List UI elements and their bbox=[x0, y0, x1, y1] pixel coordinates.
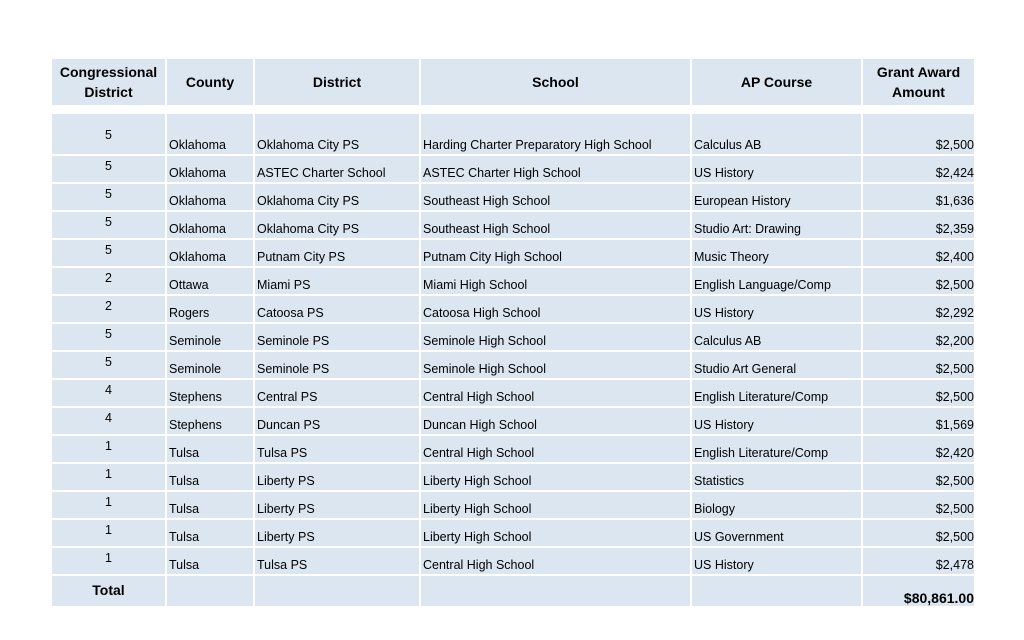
cell-grant-amount bbox=[863, 156, 974, 182]
cell-congressional-district-text: 5 bbox=[105, 327, 112, 341]
cell-ap-course-text: Calculus AB bbox=[694, 334, 762, 348]
cell-district bbox=[255, 212, 419, 238]
cell-county-text: Ottawa bbox=[169, 278, 209, 292]
cell-congressional-district bbox=[52, 114, 165, 154]
cell-school bbox=[421, 436, 690, 462]
cell-ap-course-text: Studio Art: Drawing bbox=[694, 222, 801, 236]
cell-congressional-district-text: 4 bbox=[105, 411, 112, 425]
cell-school bbox=[421, 380, 690, 406]
cell-grant-amount bbox=[863, 240, 974, 266]
cell-county-text: Tulsa bbox=[169, 502, 200, 516]
cell-school-text: ASTEC Charter High School bbox=[423, 166, 581, 180]
cell-county-text: Tulsa bbox=[169, 530, 200, 544]
cell-congressional-district-text: 5 bbox=[105, 215, 112, 229]
cell-congressional-district bbox=[52, 296, 165, 322]
cell-ap-course-text: English Language/Comp bbox=[694, 278, 831, 292]
cell-ap-course-text: US History bbox=[694, 166, 754, 180]
cell-school-text: Seminole High School bbox=[423, 334, 546, 348]
cell-grant-amount-text: $2,400 bbox=[935, 250, 974, 264]
cell-grant-amount-text: $2,420 bbox=[935, 446, 974, 460]
cell-county bbox=[167, 324, 253, 350]
cell-county-text: Stephens bbox=[169, 390, 222, 404]
cell-school-text: Southeast High School bbox=[423, 222, 551, 236]
cell-congressional-district bbox=[52, 156, 165, 182]
cell-ap-course bbox=[692, 464, 861, 490]
cell-county bbox=[167, 352, 253, 378]
cell-county-text: Oklahoma bbox=[169, 166, 226, 180]
total-empty-cell bbox=[255, 576, 419, 606]
cell-county bbox=[167, 548, 253, 574]
cell-congressional-district-text: 2 bbox=[105, 299, 112, 313]
cell-grant-amount bbox=[863, 352, 974, 378]
cell-ap-course bbox=[692, 380, 861, 406]
cell-district bbox=[255, 296, 419, 322]
cell-ap-course bbox=[692, 212, 861, 238]
cell-congressional-district bbox=[52, 212, 165, 238]
total-amount-cell bbox=[863, 576, 974, 606]
cell-district bbox=[255, 520, 419, 546]
cell-congressional-district-text: 5 bbox=[105, 159, 112, 173]
cell-ap-course-text: US History bbox=[694, 558, 754, 572]
cell-county-text: Tulsa bbox=[169, 474, 200, 488]
cell-county bbox=[167, 114, 253, 154]
cell-ap-course bbox=[692, 408, 861, 434]
cell-school-text: Liberty High School bbox=[423, 502, 532, 516]
cell-district bbox=[255, 184, 419, 210]
total-empty-cell bbox=[692, 576, 861, 606]
cell-district-text: Oklahoma City PS bbox=[257, 194, 360, 208]
cell-county bbox=[167, 240, 253, 266]
cell-school bbox=[421, 324, 690, 350]
cell-district bbox=[255, 492, 419, 518]
cell-county bbox=[167, 184, 253, 210]
cell-congressional-district-text: 5 bbox=[105, 187, 112, 201]
cell-county bbox=[167, 268, 253, 294]
cell-district-text: Seminole PS bbox=[257, 362, 330, 376]
cell-congressional-district-text: 1 bbox=[105, 495, 112, 509]
cell-county bbox=[167, 520, 253, 546]
cell-ap-course bbox=[692, 240, 861, 266]
cell-district bbox=[255, 436, 419, 462]
cell-grant-amount-text: $2,478 bbox=[935, 558, 974, 572]
cell-district bbox=[255, 324, 419, 350]
cell-grant-amount bbox=[863, 408, 974, 434]
cell-district bbox=[255, 114, 419, 154]
cell-county bbox=[167, 464, 253, 490]
cell-ap-course-text: Statistics bbox=[694, 474, 745, 488]
cell-grant-amount bbox=[863, 212, 974, 238]
cell-school bbox=[421, 212, 690, 238]
cell-grant-amount-text: $2,500 bbox=[935, 362, 974, 376]
cell-ap-course-text: US Government bbox=[694, 530, 784, 544]
cell-school-text: Harding Charter Preparatory High School bbox=[423, 138, 652, 152]
cell-grant-amount-text: $2,500 bbox=[935, 502, 974, 516]
cell-county-text: Oklahoma bbox=[169, 138, 226, 152]
cell-congressional-district bbox=[52, 184, 165, 210]
cell-grant-amount bbox=[863, 436, 974, 462]
cell-district bbox=[255, 268, 419, 294]
cell-school-text: Central High School bbox=[423, 446, 535, 460]
cell-congressional-district bbox=[52, 380, 165, 406]
cell-county-text: Stephens bbox=[169, 418, 222, 432]
cell-congressional-district bbox=[52, 464, 165, 490]
cell-school bbox=[421, 492, 690, 518]
cell-school-text: Putnam City High School bbox=[423, 250, 562, 264]
cell-ap-course-text: English Literature/Comp bbox=[694, 446, 829, 460]
cell-county-text: Seminole bbox=[169, 362, 222, 376]
cell-district-text: Duncan PS bbox=[257, 418, 321, 432]
cell-district-text: Seminole PS bbox=[257, 334, 330, 348]
cell-congressional-district-text: 5 bbox=[105, 128, 112, 142]
cell-county bbox=[167, 212, 253, 238]
cell-district bbox=[255, 548, 419, 574]
cell-congressional-district-text: 4 bbox=[105, 383, 112, 397]
cell-county-text: Seminole bbox=[169, 334, 222, 348]
cell-district bbox=[255, 380, 419, 406]
cell-ap-course bbox=[692, 548, 861, 574]
cell-congressional-district bbox=[52, 240, 165, 266]
cell-grant-amount bbox=[863, 520, 974, 546]
cell-school-text: Liberty High School bbox=[423, 474, 532, 488]
cell-ap-course-text: US History bbox=[694, 418, 754, 432]
cell-district bbox=[255, 352, 419, 378]
cell-district bbox=[255, 156, 419, 182]
cell-district bbox=[255, 240, 419, 266]
cell-grant-amount-text: $2,359 bbox=[935, 222, 974, 236]
cell-grant-amount-text: $1,636 bbox=[935, 194, 974, 208]
cell-congressional-district-text: 1 bbox=[105, 467, 112, 481]
total-amount: $80,861.00 bbox=[903, 590, 974, 606]
cell-ap-course-text: US History bbox=[694, 306, 754, 320]
cell-ap-course-text: Music Theory bbox=[694, 250, 769, 264]
cell-ap-course bbox=[692, 436, 861, 462]
cell-grant-amount-text: $2,424 bbox=[935, 166, 974, 180]
cell-ap-course bbox=[692, 324, 861, 350]
cell-district-text: Oklahoma City PS bbox=[257, 222, 360, 236]
cell-school bbox=[421, 520, 690, 546]
cell-congressional-district bbox=[52, 492, 165, 518]
cell-school bbox=[421, 296, 690, 322]
cell-district-text: Tulsa PS bbox=[257, 558, 308, 572]
cell-ap-course bbox=[692, 184, 861, 210]
cell-school bbox=[421, 268, 690, 294]
cell-ap-course bbox=[692, 268, 861, 294]
cell-district-text: Oklahoma City PS bbox=[257, 138, 360, 152]
cell-congressional-district-text: 5 bbox=[105, 243, 112, 257]
cell-ap-course bbox=[692, 296, 861, 322]
cell-school bbox=[421, 548, 690, 574]
cell-school-text: Central High School bbox=[423, 558, 535, 572]
cell-district-text: Putnam City PS bbox=[257, 250, 346, 264]
grant-table bbox=[52, 114, 974, 606]
cell-district-text: Central PS bbox=[257, 390, 318, 404]
cell-district-text: Catoosa PS bbox=[257, 306, 324, 320]
cell-congressional-district bbox=[52, 408, 165, 434]
header-grant-award-amount: Grant Award Amount bbox=[863, 59, 974, 105]
cell-congressional-district bbox=[52, 520, 165, 546]
cell-grant-amount bbox=[863, 380, 974, 406]
cell-district-text: Liberty PS bbox=[257, 530, 315, 544]
cell-school bbox=[421, 156, 690, 182]
cell-county-text: Oklahoma bbox=[169, 222, 226, 236]
cell-ap-course-text: Studio Art General bbox=[694, 362, 797, 376]
cell-congressional-district-text: 1 bbox=[105, 523, 112, 537]
cell-school-text: Seminole High School bbox=[423, 362, 546, 376]
header-county: County bbox=[167, 59, 253, 105]
cell-grant-amount-text: $2,500 bbox=[935, 474, 974, 488]
cell-congressional-district bbox=[52, 548, 165, 574]
cell-school-text: Duncan High School bbox=[423, 418, 537, 432]
cell-district-text: ASTEC Charter School bbox=[257, 166, 386, 180]
cell-district bbox=[255, 464, 419, 490]
cell-county bbox=[167, 408, 253, 434]
cell-congressional-district-text: 2 bbox=[105, 271, 112, 285]
cell-ap-course-text: Calculus AB bbox=[694, 138, 762, 152]
cell-ap-course bbox=[692, 156, 861, 182]
cell-grant-amount bbox=[863, 268, 974, 294]
cell-county bbox=[167, 436, 253, 462]
cell-county-text: Rogers bbox=[169, 306, 210, 320]
cell-county-text: Tulsa bbox=[169, 558, 200, 572]
header-congressional-district: Congressional District bbox=[52, 59, 165, 105]
cell-ap-course bbox=[692, 114, 861, 154]
cell-school-text: Liberty High School bbox=[423, 530, 532, 544]
cell-congressional-district bbox=[52, 268, 165, 294]
cell-grant-amount bbox=[863, 114, 974, 154]
table-header bbox=[52, 59, 964, 105]
cell-grant-amount-text: $2,500 bbox=[935, 530, 974, 544]
cell-school-text: Southeast High School bbox=[423, 194, 551, 208]
total-label: Total bbox=[92, 582, 125, 598]
cell-ap-course-text: English Literature/Comp bbox=[694, 390, 829, 404]
cell-grant-amount bbox=[863, 548, 974, 574]
cell-congressional-district-text: 1 bbox=[105, 439, 112, 453]
cell-ap-course bbox=[692, 492, 861, 518]
cell-district-text: Liberty PS bbox=[257, 502, 315, 516]
cell-grant-amount-text: $2,500 bbox=[935, 390, 974, 404]
cell-county bbox=[167, 156, 253, 182]
cell-congressional-district bbox=[52, 352, 165, 378]
cell-county-text: Oklahoma bbox=[169, 250, 226, 264]
cell-school-text: Miami High School bbox=[423, 278, 528, 292]
header-ap-course: AP Course bbox=[692, 59, 861, 105]
cell-ap-course-text: Biology bbox=[694, 502, 735, 516]
header-school: School bbox=[421, 59, 690, 105]
cell-district bbox=[255, 408, 419, 434]
header-district: District bbox=[255, 59, 419, 105]
cell-grant-amount bbox=[863, 492, 974, 518]
cell-school bbox=[421, 240, 690, 266]
cell-school bbox=[421, 352, 690, 378]
total-empty-cell bbox=[167, 576, 253, 606]
cell-school bbox=[421, 464, 690, 490]
cell-grant-amount-text: $2,200 bbox=[935, 334, 974, 348]
cell-district-text: Miami PS bbox=[257, 278, 311, 292]
cell-county bbox=[167, 296, 253, 322]
cell-congressional-district bbox=[52, 324, 165, 350]
cell-county-text: Oklahoma bbox=[169, 194, 226, 208]
cell-congressional-district bbox=[52, 436, 165, 462]
total-label-cell bbox=[52, 576, 165, 606]
cell-grant-amount-text: $2,500 bbox=[935, 138, 974, 152]
cell-ap-course bbox=[692, 352, 861, 378]
cell-grant-amount-text: $2,500 bbox=[935, 278, 974, 292]
cell-grant-amount bbox=[863, 296, 974, 322]
cell-school bbox=[421, 408, 690, 434]
cell-school-text: Catoosa High School bbox=[423, 306, 541, 320]
total-empty-cell bbox=[421, 576, 690, 606]
cell-county-text: Tulsa bbox=[169, 446, 200, 460]
cell-school-text: Central High School bbox=[423, 390, 535, 404]
cell-school bbox=[421, 184, 690, 210]
cell-grant-amount-text: $2,292 bbox=[935, 306, 974, 320]
cell-district-text: Tulsa PS bbox=[257, 446, 308, 460]
cell-grant-amount bbox=[863, 324, 974, 350]
cell-grant-amount-text: $1,569 bbox=[935, 418, 974, 432]
cell-school bbox=[421, 114, 690, 154]
cell-ap-course bbox=[692, 520, 861, 546]
cell-grant-amount bbox=[863, 184, 974, 210]
cell-grant-amount bbox=[863, 464, 974, 490]
cell-county bbox=[167, 380, 253, 406]
cell-district-text: Liberty PS bbox=[257, 474, 315, 488]
cell-congressional-district-text: 5 bbox=[105, 355, 112, 369]
cell-congressional-district-text: 1 bbox=[105, 551, 112, 565]
cell-ap-course-text: European History bbox=[694, 194, 791, 208]
cell-county bbox=[167, 492, 253, 518]
